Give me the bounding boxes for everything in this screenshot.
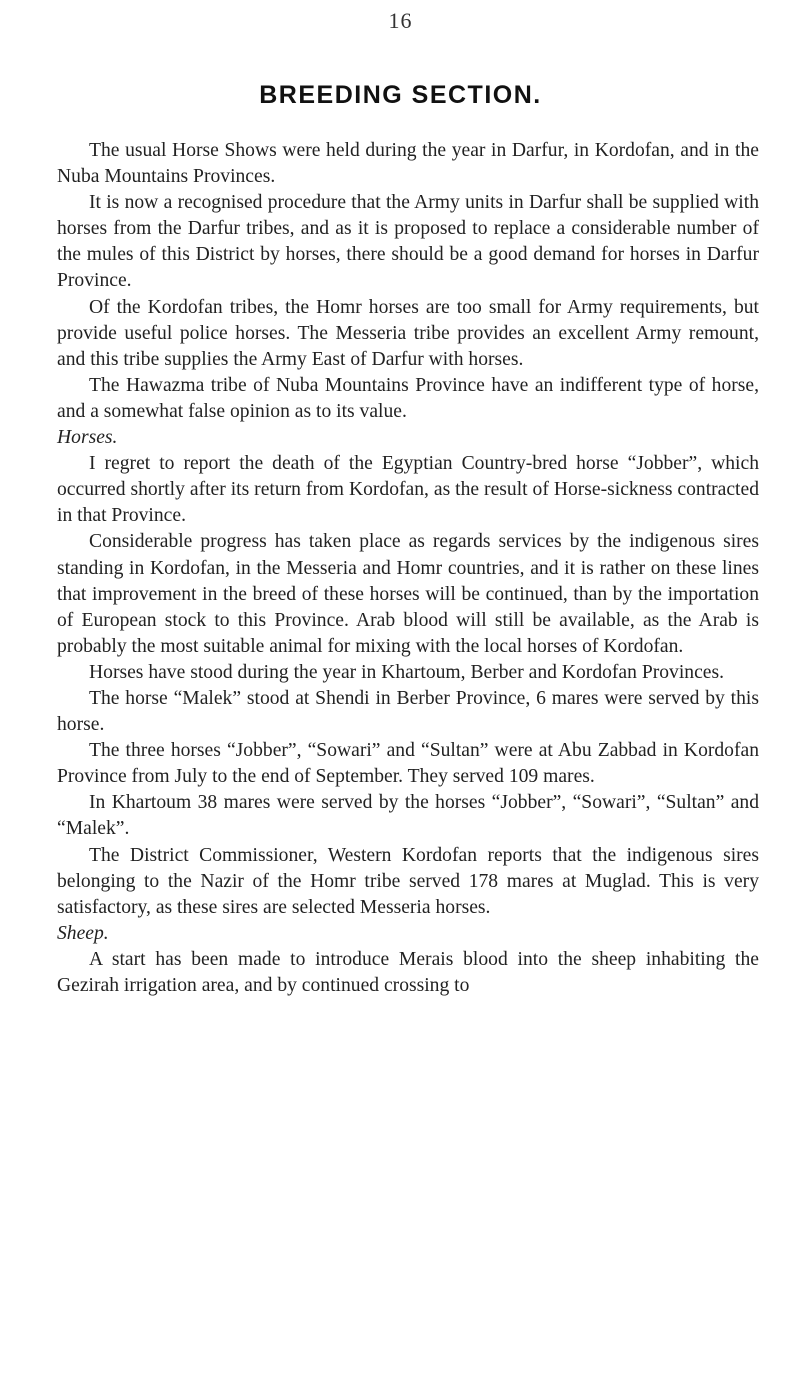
paragraph: The three horses “Jobber”, “Sowari” and “Sultan” were at Abu Zabbad in Kordofan Province from July to the end of September. They served 109 mares. <box>57 740 759 788</box>
paragraph: A start has been made to introduce Merais blood into the sheep inhabiting the Gezirah irrigation area, and by continued crossing to <box>57 948 759 996</box>
paragraph: Of the Kordofan tribes, the Homr horses are too small for Army requirements, but provide useful police horses. The Messeria tribe provides an excellent Army remount, and this tribe supplies the Army East of Darfur with horses. <box>57 296 759 370</box>
section-title: BREEDING SECTION. <box>259 81 542 109</box>
paragraph: The usual Horse Shows were held during the year in Darfur, in Kordofan, and in the Nuba Mountains Provinces. <box>57 140 759 188</box>
page-number: 16 <box>388 8 413 33</box>
paragraph: The horse “Malek” stood at Shendi in Berber Province, 6 mares were served by this horse. <box>57 687 759 736</box>
paragraph: Horses have stood during the year in Khartoum, Berber and Kordofan Provinces. <box>89 661 724 683</box>
subheading-sheep: Sheep. <box>57 922 109 944</box>
paragraph: Considerable progress has taken place as regards services by the indigenous sires standing in Kordofan, in the Messeria and Homr countries, and it is rather on these lines that improvement in the breed of these horses will be continued, than by the importation of European stock to this Province. Arab blood will still be available, as the Arab is probably the most suitable animal for mixing with the local horses of Kordofan. <box>57 531 759 657</box>
paragraph: It is now a recognised procedure that the Army units in Darfur shall be supplied with horses from the Darfur tribes, and as it is proposed to replace a considerable number of the mules of this District by horses, there should be a good demand for horses in Darfur Province. <box>57 192 759 292</box>
body-text <box>57 138 759 999</box>
paragraph: The District Commissioner, Western Kordofan reports that the indigenous sires belonging to the Nazir of the Homr tribe served 178 mares at Muglad. This is very satisfactory, as these sires are selected Messeria horses. <box>57 844 759 918</box>
subheading-horses: Horses. <box>57 427 118 449</box>
paragraph: In Khartoum 38 mares were served by the horses “Jobber”, “Sowari”, “Sultan” and “Malek”. <box>57 792 759 840</box>
paragraph: The Hawazma tribe of Nuba Mountains Province have an indifferent type of horse, and a somewhat false opinion as to its value. <box>57 374 759 422</box>
paragraph: I regret to report the death of the Egyptian Country-bred horse “Jobber”, which occurred shortly after its return from Kordofan, as the result of Horse-sickness contracted in that Province. <box>57 453 759 527</box>
